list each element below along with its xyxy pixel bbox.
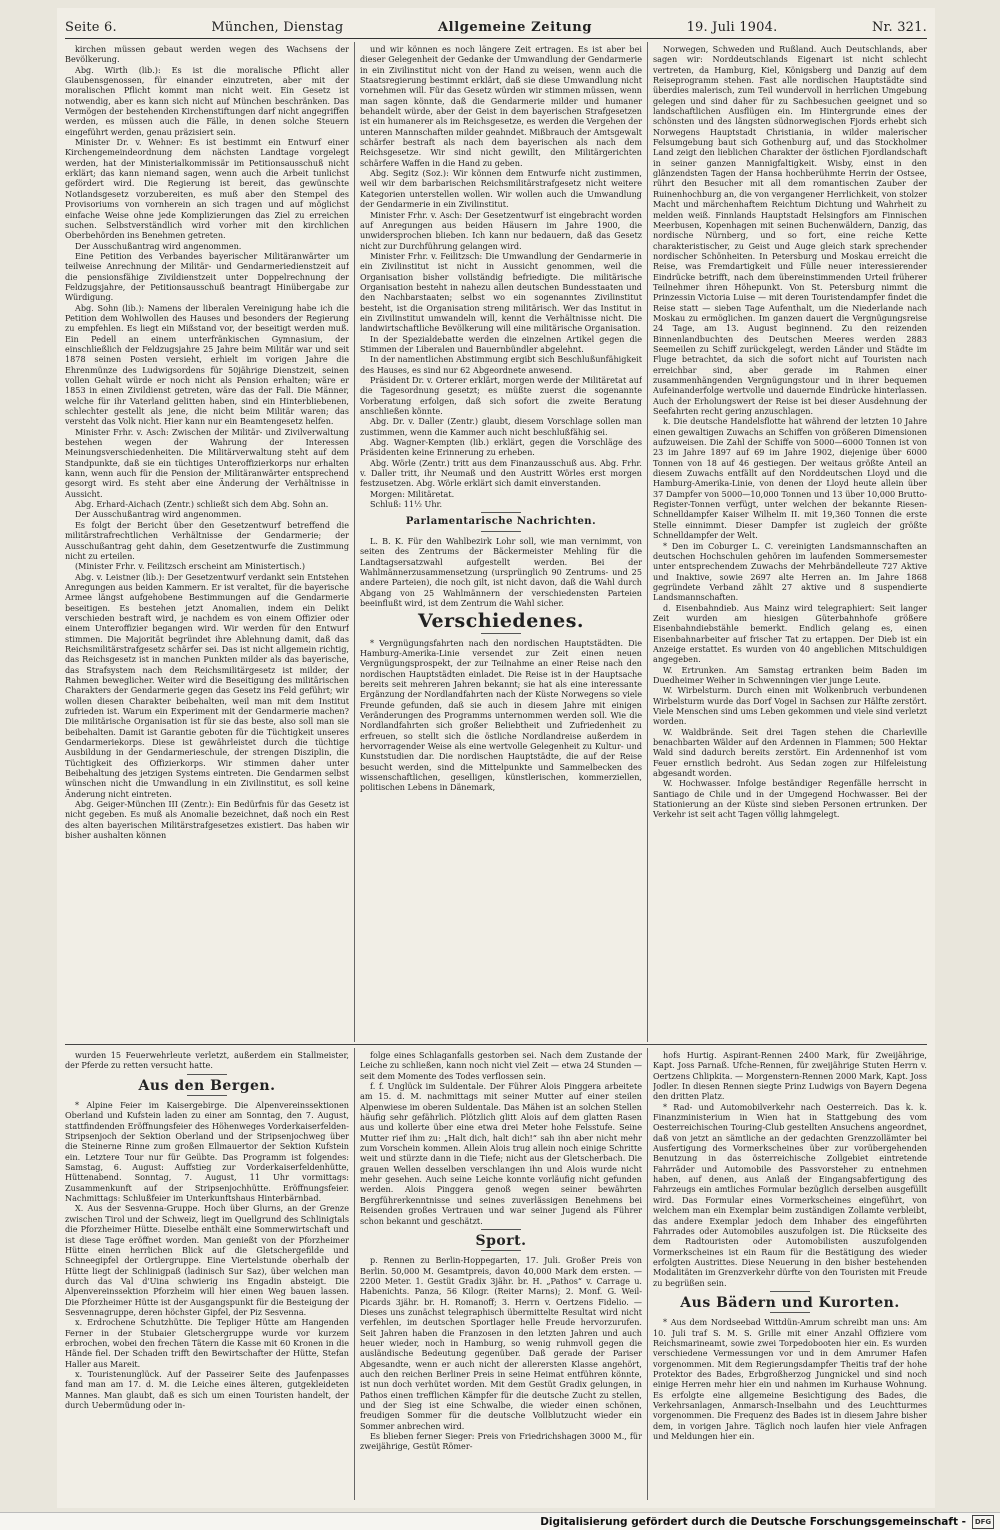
article-paragraph: * Alpine Feier im Kaisergebirge. Die Alpenvereinssektionen Oberland und Kufstein laden zu einer am Sonntag, den 7. August, stattfindenden Eröffnungsfeier des Höhenweges Vorderkaiserfelden-Stripsenjoch der Sektion Oberland und der Stripsenjochweg über die Steinerne Rinne zum großen Ellmauertor der Sektion Kufstein ein. Letztere Tour nur für Geübte. Das Programm ist folgendes: Samstag, 6. August: Auffstieg zur Vorderkaiserfeldenhütte, Hüttenabend. Sonntag, 7. August, 11 Uhr vormittags: Zusammenkunft auf der Stripsenjochhütte. Eröffnungsfeier. Nachmittags: Schlußfeier im Unterkunftshaus Hinterbärnbad. [65,1100,349,1204]
article-paragraph: Abg. v. Leistner (lib.): Der Gesetzentwurf verdankt sein Entstehen Anregungen aus beiden Kammern. Er ist veraltet, für die bayerische Armee längst aufgehobene Bestimmungen auf die Gendarmerie beseitigen. Es bestehen jetzt Anomalien, indem ein Delikt verschieden bestraft wird, je nachdem es von einem Offizier oder einem Unteroffizier begangen wird. Wir werden für den Entwurf stimmen. Die Majorität begründet ihre Ablehnung damit, daß das Reichsmilitärstrafgesetz schärfer sei. Das ist nicht allgemein richtig, das Reichsgesetz ist in manchen Punkten milder als das bayerische, das Strafsystem nach dem Reichsmilitärgesetz ist milder, der Rahmen beweglicher. Weiter wird die Beseitigung des militärischen Charakters der Gendarmerie gegen das Gesetz ins Feld geführt; wir wollen diesen Charakter beibehalten, weil man mit dem Institut zufrieden ist. Warum ein Experiment mit der Gendarmerie machen? Die militärische Organisation ist für sie das beste, also soll man sie beibehalten. Damit ist Garantie geboten für die Tüchtigkeit unseres Gendarmeriekorps. Diese ist gewährleistet durch die tüchtige Ausbildung in der Gendarmerieschule, der strengen Disziplin, die Tüchtigkeit des Offizierkorps. Wir stimmen daher unter Beibehaltung des jetzigen Systems eintreten. Die Gendarmen selbst wünschen nicht die Umwandlung in ein Zivilinstitut, es soll keine Änderung nicht eintreten. [65,571,349,799]
article-paragraph: In der namentlichen Abstimmung ergibt sich Beschlußunfähigkeit des Hauses, es sind nur 62 Abgeordnete anwesend. [360,354,642,375]
article-paragraph: Der Ausschußantrag wird angenommen. [75,240,242,251]
sport-paragraph: p. Rennen zu Berlin-Hoppegarten, 17. Juli. Großer Preis von Berlin. 50,000 M. Gesamtpreis, davon 40,000 Mark dem ersten. — 2200 Meter. 1. Gestüt Gradix 3jähr. br. H. „Pathos“ v. Carrage u. Habenichts. Panza, 56 Kilogr. (Reiter Marns); 2. Monf. G. Weil-Picards 3jähr. br. H. Romanoff; 3. Herrn v. Oertzens Fidelio. — Dieses uns zunächst telegraphisch übermittelte Resultat wird nicht verfehlen, im deutschen Sportlager helle Freude hervorzurufen. Seit Jahren haben die Franzosen in den letzten Jahren und auch heuer wieder, noch in Hamburg, so wenig ruhmvoll gegen die ausländische Bedeutung gegenüber. Daß gerade der Pariser Abgesandte, wenn er auch nicht der allerersten Klasse angehört, auch den reichen Berliner Preis in seine Heimat entführen könnte, ist nun doch verhütet worden. Mit dem Gestüt Gradix gelungen, in Pathos einen trefflichen Kämpfer für die deutsche Zucht zu stellen, und der Sieg ist eine Schwalbe, die wieder einen schönen, freudigen Sommer für die deutsche Vollblutzucht wieder ein Sommer anbrechen wird. [360,1255,642,1431]
place-date: München, Dienstag [211,20,344,35]
article-paragraph: d. Eisenbahndieb. Aus Mainz wird telegraphiert: Seit langer Zeit wurden am hiesigen Güterbahnhofe größere Eisenbahndiebstähle bemerkt. Endlich gelang es, einen Eisenbahnarbeiter auf frischer Tat zu ertappen. Der Dieb ist ein Anzeige erstattet. Es wurden von 40 angeblichen Mitschuldigen angegeben. [653,602,927,665]
article-paragraph: Eine Petition des Verbandes bayerischer Militäranwärter um teilweise Anrechnung der Militär- und Gendarmeriedienstzeit auf die pensionsfähige Zivildienstzeit unter Doppelrechnung der Feldzugsjahre, der Petitionsausschuß beantragt Hinübergabe zur Würdigung. [65,250,349,303]
article-paragraph: * Rad- und Automobilverkehr nach Oesterreich. Das k. k. Finanzministerium in Wien hat in Stattgebung des vom Oesterreichischen Touring-Club gestellten Ansuchens angeordnet, daß von jetzt an sämtliche an der gedachten Grenzzollämter bei Ausfertigung des Vormerkscheines über zur vorübergehenden Benutzung in das österreichische Zollgebiet eintretende Fahrräder und Automobile des Passvorsteher zu entnehmen haben, auf denen, aus Anlaß der Eingangsabfertigung des Fahrzeugs ein amtliches Formular bezüglich derselben ausgefüllt wird. Das Formular eines Vormerkscheines eingeführt, von welchem man ein Exemplar beim zuständigen Zollamte verbleibt, das andere Exemplar jedoch dem Inhaber des eingeführten Fahrrades oder Automobiles auszufolgen ist. Die Rückseite des dem Radtouristen oder Automobilisten auszufolgenden Vormerkscheines ist ein Raum für die Bestätigung des wieder erfolgten Austrittes. Diese Neuerung in den bisher bestehenden Modalitäten im Grenzverkehr dürfte von den Touristen mit Freude zu begrüßen sein. [653,1101,927,1288]
sport-paragraph: Es blieben ferner Sieger: Preis von Friedrichshagen 3000 M., für zweijährige, Gestüt Römer- [360,1431,642,1452]
article-paragraph: Abg. Erhard-Aichach (Zentr.) schließt sich dem Abg. Sohn an. [75,499,329,510]
article-paragraph: Minister Frhr. v. Feilitzsch: Die Umwandlung der Gendarmerie in ein Zivilinstitut ist nicht in Aussicht genommen, weil die Organisation bisher vollständig befriedigte. Die militärische Organisation besteht in nahezu allen deutschen Bundesstaaten und den Nachbarstaaten; selbst wo ein sogenanntes Zivilinstitut besteht, ist die Organisation streng militärisch. Wer das Institut in ein Zivilinstitut umwandeln will, kennt die Verhältnisse nicht. Die landwirtschaftliche Bevölkerung will eine militärische Organisation. [360,250,642,334]
footer-text: Digitalisierung gefördert durch die Deutsche Forschungsgemeinschaft - [540,1515,966,1528]
article-paragraph: Morgen: Militäretat. [370,488,455,499]
article-paragraph: W. Waldbrände. Seit drei Tagen stehen die Charleville benachbarten Wälder auf den Ardennen in Flammen; 500 Hektar Wald sind dadurch bereits zerstört. Ein Ardennenhof ist vom Feuer ernstlich bedroht. Aus Sedan zogen zur Hilfeleistung abgesandt worden. [653,726,927,779]
bottom-column-2 [360,1050,642,1500]
article-paragraph: Es folgt der Bericht über den Gesetzentwurf betreffend die militärstrafrechtlichen Verhältnisse der Gendarmerie; der Ausschußantrag geht dahin, dem Gesetzentwurfe die Zustimmung nicht zu erteilen. [65,519,349,561]
column-divider [354,1048,355,1500]
article-paragraph: Minister Dr. v. Wehner: Es ist bestimmt ein Entwurf einer Kirchengemeindeordnung dem nächsten Landtage vorgelegt werden, hat der Ministerialkommissär im Petitionsausschuß nicht erklärt; das kann niemand sagen, wenn auch die Arbeit tunlichst gefördert wird. Die Regierung ist bereit, das gewünschte Notlandsgesetz vorzubereiten, es muß aber den Stempel des Provisoriums von vornherein an sich tragen und auf möglichst einfache Weise ohne jede Komplizierungen das Ziel zu erreichen suchen. Selbstverständlich wird vorher mit den kirchlichen Oberbehörden ins Benehmen getreten. [65,137,349,241]
parl-article: L. B. K. Für den Wahlbezirk Lohr soll, wie man vernimmt, von seiten des Zentrums der Bäckermeister Mehling für die Landtagsersatzwahl aufgestellt werden. Bei der Wahlmännerzusammensetzung (ursprünglich 90 Zentrums- und 25 andere Parteien), die noch gilt, ist nicht davon, daß die Wahl durch Abgang von 25 Wahlmännern der verschiedensten Parteien beeinflußt wird, ist dem Zentrum die Wahl sicher. [360,535,642,608]
article-paragraph: Abg. Wagner-Kempten (lib.) erklärt, gegen die Vorschläge des Präsidenten keine Erinnerung zu erheben. [360,437,642,458]
column-2 [360,44,642,1040]
article-paragraph: k. Die deutsche Handelsflotte hat während der letzten 10 Jahre einen gewaltigen Zuwachs an Schiffen von größeren Dimensionen aufzuweisen. Die Zahl der Schiffe von 5000—6000 Tonnen ist von 23 im Jahre 1897 auf 69 im Jahre 1902, diejenige über 6000 Tonnen von 18 auf 46 gestiegen. Der weitaus größte Anteil an diesem Zuwachs entfällt auf den Norddeutschen Lloyd und die Hamburg-Amerika-Linie, von denen der Lloyd heute allein über 37 Dampfer von 5000—10,000 Tonnen und 13 über 10,000 Brutto-Register-Tonnen verfügt, unter welchen der bekannte Riesen-Schnelldampfer Kaiser Wilhelm II. mit 19,360 Tonnen die erste Stelle einnimmt. Dieser Dampfer ist zugleich der größte Schnelldampfer der Welt. [653,416,927,541]
article-paragraph: In der Spezialdebatte werden die einzelnen Artikel gegen die Stimmen der Liberalen und Bauernbündler abgelehnt. [360,333,642,354]
separator-rule [481,1229,521,1230]
article-paragraph: hofs Hurtig. Aspirant-Rennen 2400 Mark, für Zweijährige, Kapt. Joss Parnaß. Ufche-Rennen, für zweijährige Stuten Herrn v. Oertzens Chlipkita. — Morgenstern-Rennen 2000 Mark, Kapt. Joss Jodler. In diesen Rennen siegte Prinz Ludwigs von Bayern Degena den dritten Platz. [653,1050,927,1102]
page-number: Seite 6. [65,20,117,35]
article-paragraph: x. Touristenunglück. Auf der Passeirer Seite des Jaufenpasses fand man am 17. d. M. die Leiche eines älteren, gutgekleideten Mannes. Man glaubt, daß es sich um einen Touristen handelt, der durch Uebermüdung oder in- [65,1368,349,1410]
article-paragraph: Minister Frhr. v. Asch: Der Gesetzentwurf ist eingebracht worden auf Anregungen aus beiden Häusern im Jahre 1900, die unwidersprochen blieben. Ich kann nur bedauern, daß das Gesetz nicht zur Durchführung gelangen wird. [360,209,642,251]
separator-rule [187,1095,227,1096]
article-paragraph: Der Ausschußantrag wird angenommen. [75,509,242,520]
newspaper-title: Allgemeine Zeitung [437,20,593,35]
section-heading-parlamentarische: Parlamentarische Nachrichten. [405,516,597,528]
article-paragraph: Abg. Dr. v. Daller (Zentr.) glaubt, diesem Vorschlage sollen man zustimmen, wenn die Kammer auch nicht beschlußfähig sei. [360,416,642,437]
article-paragraph: W. Wirbelsturm. Durch einen mit Wolkenbruch verbundenen Wirbelsturm wurde das Dorf Vogel in Sachsen zur Hälfte zerstört. Viele Menschen sind ums Leben gekommen und viele sind verletzt worden. [653,685,927,727]
article-paragraph: W. Ertrunken. Am Samstag ertranken beim Baden im Duedheimer Weiher in Schwenningen vier junge Leute. [653,664,927,685]
article-paragraph: x. Erdrochene Schutzhütte. Die Tepliger Hütte am Hangenden Ferner in der Stubaier Gletschergruppe wurde vor kurzem erbrochen, wobei den frechen Tätern die Kasse mit 60 Kronen in die Hände fiel. Der Schaden trifft den Bewirtschafter der Hütte, Stefan Haller aus Mareit. [65,1317,349,1369]
article-paragraph: Minister Frhr. v. Asch: Zwischen der Militär- und Zivilverwaltung bestehen wegen der Wahrung der Interessen Meinungsverschiedenheiten. Die Militärverwaltung steht auf dem Standpunkte, daß sie ein tüchtiges Unteroffizierkorps nur erhalten kann, wenn auch für die Pension der Militäranwärter entsprechend gesorgt wird. Es steht aber eine Änderung der Verhältnisse in Aussicht. [65,426,349,499]
bottom-column-3 [653,1050,927,1500]
article-paragraph: kirchen müssen gebaut werden wegen des Wachsens der Bevölkerung. [65,44,349,65]
issue-date: 19. Juli 1904. [686,20,778,35]
separator-rule [481,633,521,634]
article-paragraph: * Den im Coburger L. C. vereinigten Landsmannschaften an deutschen Hochschulen gehören im laufenden Sommersemester unter entsprechendem Zuwachs der Mehrbändelleute 727 Aktive und Inaktive, sowie 2697 alte Herren an. Im Jahre 1868 gegründete Verband zählt 27 aktive und 8 suspendierte Landsmannschaften. [653,540,927,603]
article-paragraph: Schluß: 11½ Uhr. [370,499,443,510]
separator-rule [187,1074,227,1075]
article-paragraph: X. Aus der Sesvenna-Gruppe. Hoch über Glurns, an der Grenze zwischen Tirol und der Schweiz, liegt im Quellgrund des Schlinigtals die Pforzheimer Hütte. Dieselbe enthält eine Sommerwirtschaft und ist diese Tage eröffnet worden. Man genießt von der Pforzheimer Hütte einen herrlichen Blick auf die Gletschergefilde und Schneegipfel der Ortlergruppe. Eine Viertelstunde oberhalb der Hütte liegt der Schlinigpaß (ladinisch Sur Saz), über welchen man durch das Val d'Uina schwierig ins Engadin absteigt. Die Alpenvereinssektion Pforzheim will hier einen Weg bauen lassen. Die Pforzheimer Hütte ist der Ausgangspunkt für die Besteigung der Sesvennagruppe, deren höchster Gipfel, der Piz Sesvenna. [65,1203,349,1317]
article-paragraph: Abg. Geiger-München III (Zentr.): Ein Bedürfnis für das Gesetz ist nicht gegeben. Es muß als Anomalie bezeichnet, daß noch ein Rest des alten bayerischen Militärstrafgesetzes existiert. Das haben wir bisher aushalten können [65,799,349,841]
article-paragraph: Norwegen, Schweden und Rußland. Auch Deutschlands, aber sagen wir: Norddeutschlands Eigenart ist nicht schlecht vertreten, da Hamburg, Kiel, Königsberg und Danzig auf dem Reiseprogramm stehen. Fast alle nordischen Hauptstädte sind überdies malerisch, zum Teil wundervoll in herrlichen Umgebung gelegen und sind daher für zu Sachbesuchen geeignet und so landschaftlichen Ausflügen ein. Im Hintergrunde eines der schönsten und des längsten südnorwegischen Fjords erhebt sich Norwegens Hauptstadt Christiania, in wilder malerischer Felsumgebung baut sich Gothenburg auf, und das Stockholmer Land zeigt den lieblichen Charakter der östlichen Fjordlandschaft in seiner ganzen Mannigfaltigkeit. Wisby, einst in den glänzendsten Tagen der Hansa hochberühmte Herrin der Ostsee, rührt den Besucher mit all dem romantischen Zauber der Ruinenhochburg an, die von vergangener Herrlichkeit, von stolzer Macht und märchenhaftem Reichtum Dichtung und Wahrheit zu melden weiß. Finnlands Hauptstadt Helsingfors am Finnischen Meerbusen, Kopenhagen mit seinen Buchenwäldern, Danzig, das nordische Nürnberg, und so fort, eine reiche Kette charakteristischer, zu Geist und Auge gleich stark sprechender nordischer Schönheiten. In Petersburg und Moskau erreicht die Reise, was Fremdartigkeit und Fülle neuer interessierender Eindrücke betrifft, nach dem übereinstimmenden Urteil früherer Teilnehmer ihren Höhepunkt. Von St. Petersburg nimmt die Prinzessin Victoria Luise — mit deren Touristendampfer findet die Reise statt — sieben Tage Aufenthalt, um die Niederlande nach Moskau zu ermöglichen. Im ganzen dauert die Vergnügungsreise 24 Tage, am 13. August beginnend. Zu den reizenden Binnenlandbuchten des Deutschen Meeres werden 2883 Seemeilen zu Schiff zurückgelegt, werden Länder und Städte im Fluge betrachtet, da sich die sofort nicht auf Touristen nach erreichbar sind, aber gerade im Rahmen einer zusammenhängenden Vergnügungstour und in ihrer bequemen Aufeinanderfolge wertvolle und dauernde Eindrücke hinterlassen. Auch der Erholungswert der Reise ist bei dieser Ausdehnung der Seefahrten recht gering anzuschlagen. [653,44,927,417]
dfg-logo-icon: DFG [972,1515,994,1529]
bottom1-intro: wurden 15 Feuerwehrleute verletzt, außerdem ein Stallmeister, der Pferde zu retten versucht hatte. [65,1050,349,1071]
column-3 [653,44,927,1040]
article-paragraph: Abg. Segitz (Soz.): Wir können dem Entwurfe nicht zustimmen, weil wir dem barbarischen Reichsmilitärstrafgesetz nicht weitere Kategorien unterstellen wollen. Wir wollen auch die Umwandlung der Gendarmerie in ein Zivilinstitut. [360,168,642,210]
article-paragraph: und wir können es noch längere Zeit ertragen. Es ist aber bei dieser Gelegenheit der Gedanke der Umwandlung der Gendarmerie in ein Zivilinstitut nicht von der Hand zu weisen, wenn auch die Staatsregierung bestimmt erklärt, daß sie diese Umwandlung nicht vornehmen will. Für das Gesetz würden wir stimmen müssen, wenn man sagen könnte, daß die Gendarmerie milder und humaner behandelt würde, aber der Geist in dem bayerischen Strafgesetzen ist ein humanerer als im Reichsgesetze, es werden die Vergehen der unteren Mannschaften milder geahndet. Mißbrauch der Amtsgewalt schärfer bestraft als nach dem bayerischen als nach dem Reichsgesetze. Wir sind nicht gewillt, den Militärgerichten schärfere Waffen in die Hand zu geben. [360,44,642,168]
versch-article: * Vergnügungsfahrten nach den nordischen Hauptstädten. Die Hamburg-Amerika-Linie versendet zur Zeit einen neuen Vergnügungsprospekt, der zur Teilnahme an einer Reise nach den nordischen Hauptstädten einladet. Die Reise ist in der Hauptsache bereits seit mehreren Jahren bekannt; sie hat als eine interessante Ergänzung der Nordlandfahrten nach der Küste Norwegens so viele Freunde gefunden, daß sie auch in diesem Jahre mit einigen Veränderungen des Programms unternommen werden soll. Wie die Nordlandfahrten sich großer Beliebtheit und Zufriedenheit zu erfreuen, so stellt sich die östliche Nordlandreise außerdem in hervorragender Weise als eine wertvolle Gelegenheit zu Kultur- und Kunststudien dar. Die nordischen Hauptstädte, die auf der Reise besucht werden, sind die Mittelpunkte und Sammelbecken des wissenschaftlichen, geselligen, künstlerischen, kommerziellen, politischen Lebens in Dänemark, [360,637,642,793]
separator-rule [481,531,521,532]
column-divider [647,42,648,1042]
page-header [65,14,927,39]
column-1 [65,44,349,1040]
issue-number: Nr. 321. [871,20,927,35]
bottom2-intro: folge eines Schlaganfalls gestorben sei. Nach dem Zustande der Leiche zu schließen, kann noch nicht viel Zeit — etwa 24 Stunden — seit dem Momente des Todes verflossen sein. [360,1050,642,1081]
section-heading-bergen: Aus den Bergen. [138,1077,276,1094]
section-heading-sport: Sport. [475,1232,527,1249]
separator-rule [481,512,521,513]
section-heading-verschiedenes: Verschiedenes. [417,610,585,633]
horizontal-separator [65,1044,927,1045]
article-paragraph: Abg. Wirth (lib.): Es ist die moralische Pflicht aller Glaubensgenossen, für einander einzutreten, aber mit der moralischen Pflicht kommt man nicht weit. Ein Gesetz ist notwendig, aber es kann sich nicht auf München beschränken. Das Vermögen der bestehenden Kirchenstiftungen darf nicht angegriffen werden, es müssen auch die Fälle, in denen solche Steuern eingeführt werden, genau präzisiert sein. [65,64,349,137]
article-paragraph: W. Hochwasser. Infolge beständiger Regenfälle herrscht in Santiago de Chile und in der Umgegend Hochwasser. Bei der Stationierung an der Küste sind sieben Personen ertrunken. Der Verkehr ist seit acht Tagen völlig lahmgelegt. [653,778,927,820]
article-paragraph: (Minister Frhr. v. Feilitzsch erscheint am Ministertisch.) [75,561,306,572]
article-paragraph: Abg. Sohn (lib.): Namens der liberalen Vereinigung habe ich die Petition dem Wohlwollen des Hauses und besonders der Regierung zu empfehlen. Es liegt ein Mißstand vor, der beseitigt werden muß. Ein Pedell an einem unterfränkischen Gymnasium, der einschließlich der Feldzugsjahre 25 Jahre beim Militär war und seit 1878 seinen Posten versieht, erhielt im vorigen Jahre die Ehrenmünze des Ludwigsordens für 50jährige Dienstzeit, seinen vollen Gehalt würde er noch nicht als Pension erhalten; wäre er 1853 in einen Zivildienst getreten, wäre das der Fall. Die Männer, welche für ihr Vaterland gelitten haben, sind ein Hinterbliebenen, schlechter gestellt als jene, die nicht beim Militär waren; das versteht das Volk nicht. Hier kann nur ein Beamtengesetz helfen. [65,302,349,427]
article-paragraph: Präsident Dr. v. Orterer erklärt, morgen werde der Militäretat auf die Tagesordnung gesetzt; es müßte zuerst die sogenannte Vorberatung erfolgen, daß sich sofort die zweite Beratung anschließen könnte. [360,375,642,417]
separator-rule [770,1312,810,1313]
column-divider [647,1048,648,1500]
section-heading-baeder: Aus Bädern und Kurorten. [680,1294,900,1311]
bottom-column-1 [65,1050,349,1500]
article-paragraph: f. f. Unglück im Suldentale. Der Führer Alois Pinggera arbeitete am 15. d. M. nachmittags mit seiner Mutter auf einer steilen Alpenwiese im oberen Suldentale. Das Mähen ist an solchen Stellen häufig sehr gefährlich. Plötzlich glitt Alois auf dem glatten Rasen aus und kollerte über eine etwa drei Meter hohe Felsstufe. Seine Mutter rief ihm zu: „Halt dich, halt dich!“ sah ihn aber nicht mehr zum Vorschein kommen. Allein Alois trug allein noch einige Schritte weit und stürzte dann in die Tiefe; nicht aus der Gletscherbach. Die grauen Wellen desselben verschlangen ihn und Alois wurde nicht mehr gesehen. Auch seine Leiche konnte vorläufig nicht gefunden werden. Alois Pinggera genoß wegen seiner bewährten Bergführerkenntnisse und seines zuverlässigen Benehmens bei Reisenden großes Vertrauen und war seiner Jugend als Führer schon bekannt und geschätzt. [360,1081,642,1226]
separator-rule [770,1291,810,1292]
article-paragraph: * Aus dem Nordseebad Wittdün-Amrum schreibt man uns: Am 10. Juli traf S. M. S. Grille mit einer Anzahl Offiziere vom Reichsmarineamt, sowie zwei Torpedobooten hier ein. Es wurden verschiedene Vermessungen vor und in dem Amrumer Hafen vorgenommen. Mit dem Regierungsdampfer Theitis traf der hohe Protektor des Bades, Erbgroßherzog Jungnickel und sind noch einige Herren mehr hier ein und nahmen im Kurhause Wohnung. Es erfolgte eine allgemeine Besichtigung des Bades, die Verkehrsanlagen, Anmarsch-Inselbahn und des Leuchtturmes vorgenommen. Die Frequenz des Bades ist in diesem Jahre bisher dem, in vorigen Jahre. Täglich noch laufen hier viele Anfragen und Meldungen hier ein. [653,1317,927,1442]
digitization-footer [0,1512,1000,1530]
separator-rule [481,1250,521,1251]
column-divider [354,42,355,1042]
article-paragraph: Abg. Wörle (Zentr.) tritt aus dem Finanzausschuß aus. Abg. Frhr. v. Daller tritt, ihr Neumaß und den Austritt Wörles erst morgen festzusetzen. Abg. Wörle erklärt sich damit einverstanden. [360,457,642,489]
newspaper-page [57,8,935,1508]
